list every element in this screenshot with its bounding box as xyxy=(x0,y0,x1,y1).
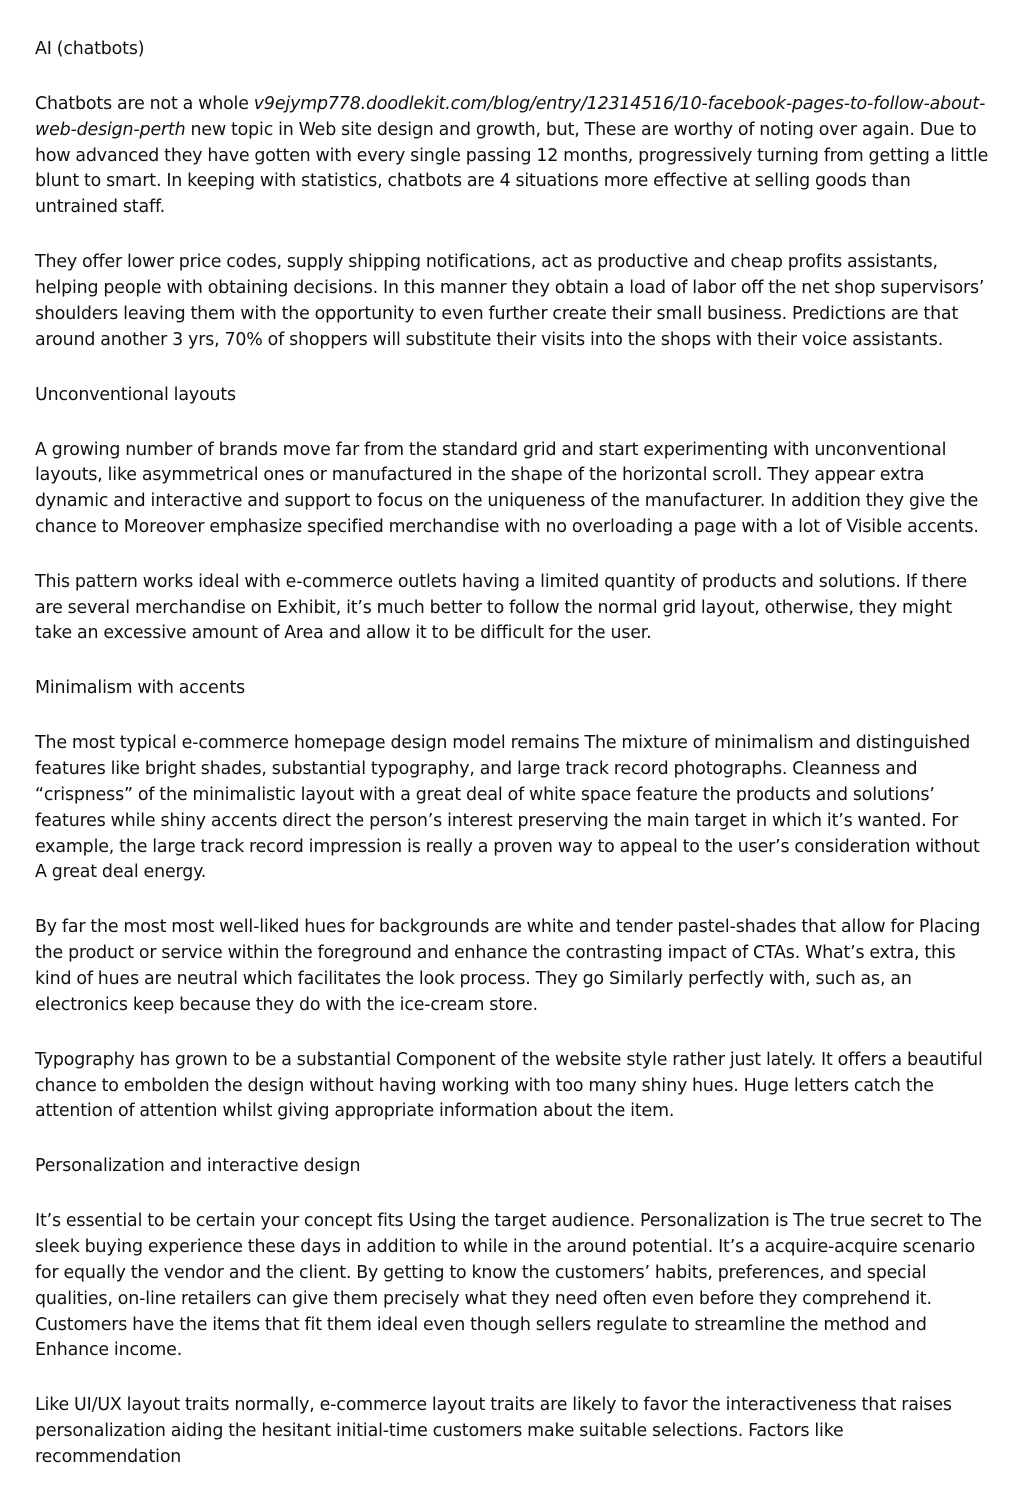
paragraph-personalization-interactive: Like UI/UX layout traits normally, e-commerce layout traits are likely to favor the interactiveness that raises personalization aiding the hesitant initial-time customers make suitable selections. Factors like recommendation xyxy=(35,1395,952,1467)
paragraph-minimalism-intro: The most typical e-commerce homepage design model remains The mixture of minimalism and distinguished features like bright shades, substantial typography, and large track record photographs. Cleanness and “crispness” of the minimalistic layout with a great deal of white space feature the products and solutions’ features while shiny accents direct the person’s interest preserving the main target in which it’s wanted. For example, the large track record impression is really a proven way to appeal to the user’s consideration without A great deal energy. xyxy=(35,733,980,883)
section-heading-unconventional-layouts: Unconventional layouts xyxy=(35,384,236,405)
paragraph-text: Chatbots are not a whole xyxy=(35,93,254,114)
paragraph-minimalism-hues: By far the most most well-liked hues for backgrounds are white and tender pastel-shades that allow for Placing the product or service within the foreground and enhance the contrasting impact of CTAs. What’s extra, this kind of hues are neutral which facilitates the look process. They go Similarly perfectly with, such as, an electronics keep because they do with the ice-cream store. xyxy=(35,917,981,1015)
paragraph-chatbots-intro xyxy=(35,92,991,221)
paragraph-personalization-intro: It’s essential to be certain your concept fits Using the target audience. Personalization is The true secret to The sleek buying experience these days in addition to while in the around potential. It’s a acquire-acquire scenario for equally the vendor and the client. By getting to know the customers’ habits, preferences, and special qualities, on-line retailers can give them precisely what they need often even before they comprehend it. Customers have the items that fit them ideal even though sellers regulate to streamline the method and Enhance income. xyxy=(35,1211,982,1361)
paragraph-typography: Typography has grown to be a substantial Component of the website style rather just lately. It offers a beautiful chance to embolden the design without having working with too many shiny hues. Huge letters catch the attention of attention whilst giving appropriate information about the item. xyxy=(35,1049,983,1122)
inline-link[interactable]: v9ejymp778.doodlekit.com/blog/entry/12314516/10-facebook-pages-to-follow-about-web-design-perth xyxy=(35,93,986,140)
paragraph-chatbots-benefits: They offer lower price codes, supply shipping notifications, act as productive and cheap profits assistants, helping people with obtaining decisions. In this manner they obtain a load of labor off the net shop supervisors’ shoulders leaving them with the opportunity to even further create their small business. Predictions are that around another 3 yrs, 70% of shoppers will substitute their visits into the shops with their voice assistants. xyxy=(35,252,985,350)
document-page xyxy=(35,37,991,1500)
section-heading-ai-chatbots: AI (chatbots) xyxy=(35,39,145,59)
section-heading-personalization: Personalization and interactive design xyxy=(35,1156,361,1177)
paragraph-layouts-pattern: This pattern works ideal with e-commerce outlets having a limited quantity of products and solutions. If there are several merchandise on Exhibit, it’s much better to follow the normal grid layout, otherwise, they might take an excessive amount of Area and allow it to be difficult for the user. xyxy=(35,571,967,644)
paragraph-text: new topic in Web site design and growth, but, These are worthy of noting over again. Due to how advanced they have gotten with every single passing 12 months, progressively turning from getting a little blunt to smart. In keeping with statistics, chatbots are 4 situations more effective at selling goods than untrained staff. xyxy=(35,119,989,218)
section-heading-minimalism: Minimalism with accents xyxy=(35,678,246,699)
paragraph-layouts-intro: A growing number of brands move far from the standard grid and start experimenting with unconventional layouts, like asymmetrical ones or manufactured in the shape of the horizontal scroll. They appear extra dynamic and interactive and support to focus on the uniqueness of the manufacturer. In addition they give the chance to Moreover emphasize specified merchandise with no overloading a page with a lot of Visible accents. xyxy=(35,439,979,537)
